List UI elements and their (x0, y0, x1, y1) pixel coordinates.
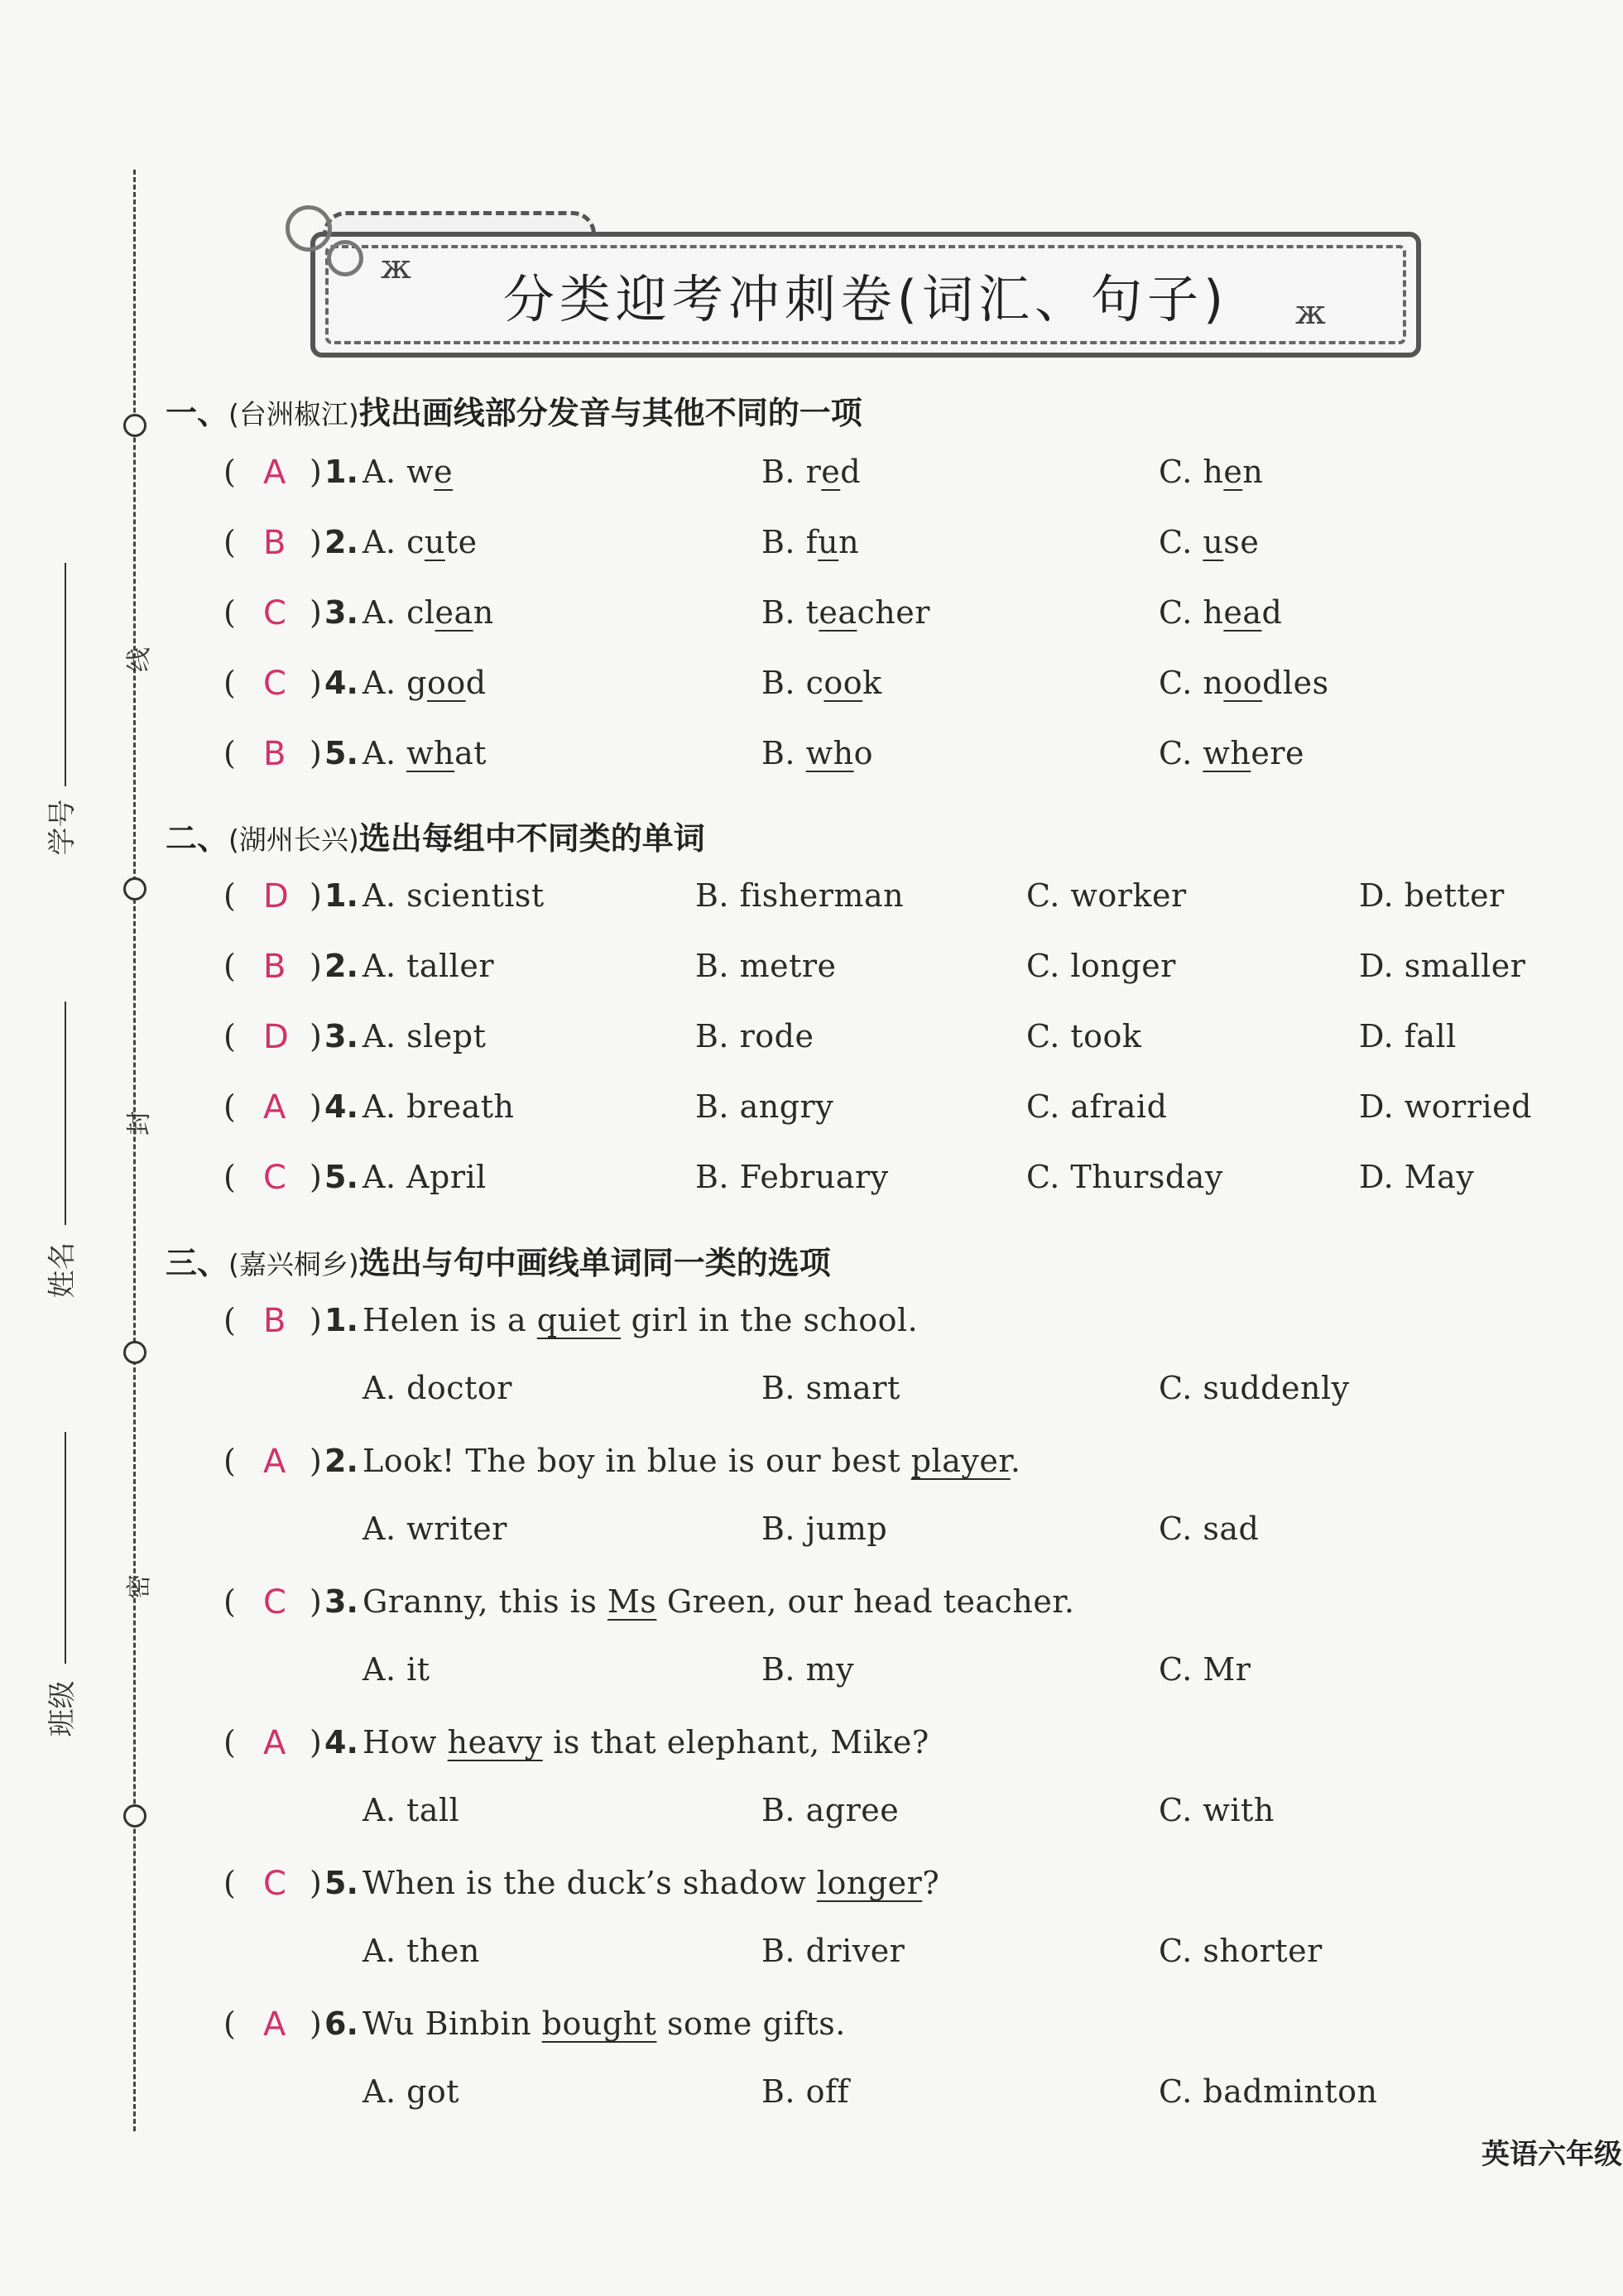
right-paren: ) (310, 877, 322, 914)
option: A. scientist (363, 877, 545, 914)
underlined-part: ea (819, 594, 857, 631)
answer-blank[interactable]: D (263, 877, 289, 915)
option: A. slept (363, 1018, 487, 1054)
left-paren: ( (223, 1088, 236, 1125)
right-paren: ) (310, 1583, 322, 1620)
underlined-word: Ms (607, 1583, 657, 1620)
question-number: 6. (324, 2005, 358, 2042)
butterfly-icon: ж (381, 248, 411, 286)
student-id-label: 学号 (46, 799, 79, 856)
option: B. jump (761, 1511, 888, 1547)
answer-blank[interactable]: C (263, 665, 286, 703)
margin-char-line: 线 (125, 647, 154, 672)
option: A. good (363, 665, 487, 701)
answer-blank[interactable]: A (263, 1443, 286, 1481)
footer-label: 英语六年级 (1481, 2138, 1622, 2171)
name-line (65, 1001, 66, 1225)
option: B. red (761, 454, 862, 490)
underlined-part: ea (1223, 594, 1262, 631)
option: B. metre (695, 948, 837, 984)
option: A. we (363, 454, 454, 490)
section-1-heading: 一、(台洲椒江)找出画线部分发音与其他不同的一项 (166, 395, 862, 431)
question-sentence: When is the duck’s shadow longer? (363, 1865, 940, 1901)
left-paren: ( (223, 1302, 236, 1338)
question-number: 3. (324, 1018, 358, 1054)
underlined-part: e (1223, 454, 1243, 490)
question-number: 1. (324, 454, 358, 490)
option: C. Thursday (1026, 1159, 1223, 1195)
cut-line (133, 170, 136, 2131)
class-label: 班级 (46, 1680, 79, 1737)
option: B. driver (761, 1933, 905, 1969)
question-number: 2. (324, 1443, 358, 1479)
option: B. February (695, 1159, 889, 1195)
underlined-word: player (910, 1443, 1011, 1479)
right-paren: ) (310, 948, 322, 984)
left-paren: ( (223, 877, 236, 914)
option: C. suddenly (1159, 1370, 1350, 1406)
underlined-part: oo (824, 665, 863, 701)
binding-hole (123, 1804, 146, 1828)
option: A. April (363, 1159, 487, 1195)
underlined-part: wh (805, 735, 854, 771)
option: B. fun (761, 524, 860, 560)
question-number: 5. (324, 735, 358, 771)
question-number: 1. (324, 1302, 358, 1338)
left-paren: ( (223, 735, 236, 771)
left-paren: ( (223, 1443, 236, 1479)
option: A. writer (363, 1511, 507, 1547)
answer-blank[interactable]: B (263, 948, 286, 986)
option: C. shorter (1159, 1933, 1323, 1969)
left-paren: ( (223, 1724, 236, 1760)
question-sentence: How heavy is that elephant, Mike? (363, 1724, 929, 1760)
right-paren: ) (310, 1159, 322, 1195)
right-paren: ) (310, 454, 322, 490)
class-line (65, 1432, 66, 1664)
option: A. got (363, 2073, 460, 2110)
answer-blank[interactable]: A (263, 454, 286, 492)
right-paren: ) (310, 1302, 322, 1338)
option: C. use (1159, 524, 1260, 560)
right-paren: ) (310, 524, 322, 560)
option: C. where (1159, 735, 1305, 771)
left-paren: ( (223, 1865, 236, 1901)
title-banner (310, 232, 1421, 358)
right-paren: ) (310, 735, 322, 771)
question-number: 4. (324, 665, 358, 701)
option: B. my (761, 1651, 855, 1688)
question-sentence: Look! The boy in blue is our best player. (363, 1443, 1021, 1479)
underlined-part: oo (1223, 665, 1263, 701)
option: A. then (363, 1933, 480, 1969)
answer-blank[interactable]: A (263, 2005, 286, 2044)
option: A. cute (363, 524, 478, 560)
left-paren: ( (223, 1583, 236, 1620)
question-sentence: Wu Binbin bought some gifts. (363, 2005, 846, 2042)
option: D. worried (1359, 1088, 1532, 1125)
option: B. who (761, 735, 873, 771)
underlined-word: quiet (536, 1302, 622, 1338)
option: D. fall (1359, 1018, 1457, 1054)
page-title: 分类迎考冲刺卷(词汇、句子) (502, 268, 1229, 329)
ribbon-loop-icon (286, 205, 332, 252)
question-number: 4. (324, 1724, 358, 1760)
underlined-word: bought (541, 2005, 657, 2042)
option: A. taller (363, 948, 494, 984)
answer-blank[interactable]: C (263, 1159, 286, 1197)
binding-hole (123, 877, 146, 901)
question-number: 3. (324, 1583, 358, 1620)
left-paren: ( (223, 594, 236, 631)
right-paren: ) (310, 1088, 322, 1125)
question-number: 2. (324, 948, 358, 984)
underlined-part: wh (1203, 735, 1251, 771)
option: C. with (1159, 1792, 1275, 1828)
option: B. cook (761, 665, 882, 701)
binding-hole (123, 414, 146, 437)
question-number: 2. (324, 524, 358, 560)
option: B. agree (761, 1792, 900, 1828)
option: A. breath (363, 1088, 515, 1125)
option: B. angry (695, 1088, 834, 1125)
left-paren: ( (223, 1159, 236, 1195)
question-number: 5. (324, 1865, 358, 1901)
margin-char-seal: 封 (125, 1111, 154, 1136)
option: D. smaller (1359, 948, 1526, 984)
question-sentence: Helen is a quiet girl in the school. (363, 1302, 919, 1338)
question-sentence: Granny, this is Ms Green, our head teacher. (363, 1583, 1075, 1620)
option: B. off (761, 2073, 850, 2110)
underlined-part: u (1203, 524, 1224, 560)
option: A. tall (363, 1792, 460, 1828)
option: A. it (363, 1651, 430, 1688)
right-paren: ) (310, 1018, 322, 1054)
underlined-part: ea (435, 594, 473, 631)
underlined-part: u (818, 524, 839, 560)
left-paren: ( (223, 524, 236, 560)
option: B. fisherman (695, 877, 905, 914)
option: A. clean (363, 594, 494, 631)
answer-blank[interactable]: B (263, 735, 286, 773)
left-paren: ( (223, 454, 236, 490)
answer-blank[interactable]: C (263, 594, 286, 632)
section-2-heading: 二、(湖州长兴)选出每组中不同类的单词 (166, 820, 705, 857)
left-paren: ( (223, 665, 236, 701)
right-paren: ) (310, 1443, 322, 1479)
option: C. head (1159, 594, 1283, 631)
option: C. badminton (1159, 2073, 1378, 2110)
option: C. Mr (1159, 1651, 1251, 1688)
name-label: 姓名 (46, 1242, 79, 1299)
right-paren: ) (310, 1724, 322, 1760)
option: D. May (1359, 1159, 1475, 1195)
underlined-word: longer (816, 1865, 923, 1901)
answer-blank[interactable]: C (263, 1865, 286, 1903)
underlined-part: e (821, 454, 841, 490)
butterfly-icon: ж (1295, 294, 1326, 332)
answer-blank[interactable]: D (263, 1018, 289, 1056)
option: B. rode (695, 1018, 814, 1054)
answer-blank[interactable]: B (263, 1302, 286, 1340)
option: B. teacher (761, 594, 930, 631)
option: D. better (1359, 877, 1505, 914)
underlined-part: oo (426, 665, 466, 701)
question-number: 3. (324, 594, 358, 631)
option: A. doctor (363, 1370, 512, 1406)
right-paren: ) (310, 1865, 322, 1901)
option: C. noodles (1159, 665, 1329, 701)
answer-blank[interactable]: C (263, 1583, 286, 1621)
option: A. what (363, 735, 487, 771)
margin-char-secret: 密 (125, 1574, 154, 1599)
ribbon-loop-icon (327, 240, 363, 276)
answer-blank[interactable]: A (263, 1088, 286, 1126)
underlined-part: e (434, 454, 454, 490)
option: C. worker (1026, 877, 1187, 914)
right-paren: ) (310, 594, 322, 631)
left-paren: ( (223, 948, 236, 984)
answer-blank[interactable]: A (263, 1724, 286, 1762)
answer-blank[interactable]: B (263, 524, 286, 562)
question-number: 4. (324, 1088, 358, 1125)
underlined-part: u (424, 524, 445, 560)
option: C. took (1026, 1018, 1142, 1054)
section-3-heading: 三、(嘉兴桐乡)选出与句中画线单词同一类的选项 (166, 1245, 831, 1281)
left-paren: ( (223, 1018, 236, 1054)
underlined-word: heavy (447, 1724, 543, 1760)
underlined-part: wh (406, 735, 455, 771)
option: B. smart (761, 1370, 900, 1406)
right-paren: ) (310, 665, 322, 701)
question-number: 5. (324, 1159, 358, 1195)
option: C. sad (1159, 1511, 1260, 1547)
right-paren: ) (310, 2005, 322, 2042)
option: C. hen (1159, 454, 1264, 490)
student-id-line (65, 563, 66, 786)
option: C. afraid (1026, 1088, 1168, 1125)
question-number: 1. (324, 877, 358, 914)
left-paren: ( (223, 2005, 236, 2042)
binding-hole (123, 1341, 146, 1364)
option: C. longer (1026, 948, 1176, 984)
